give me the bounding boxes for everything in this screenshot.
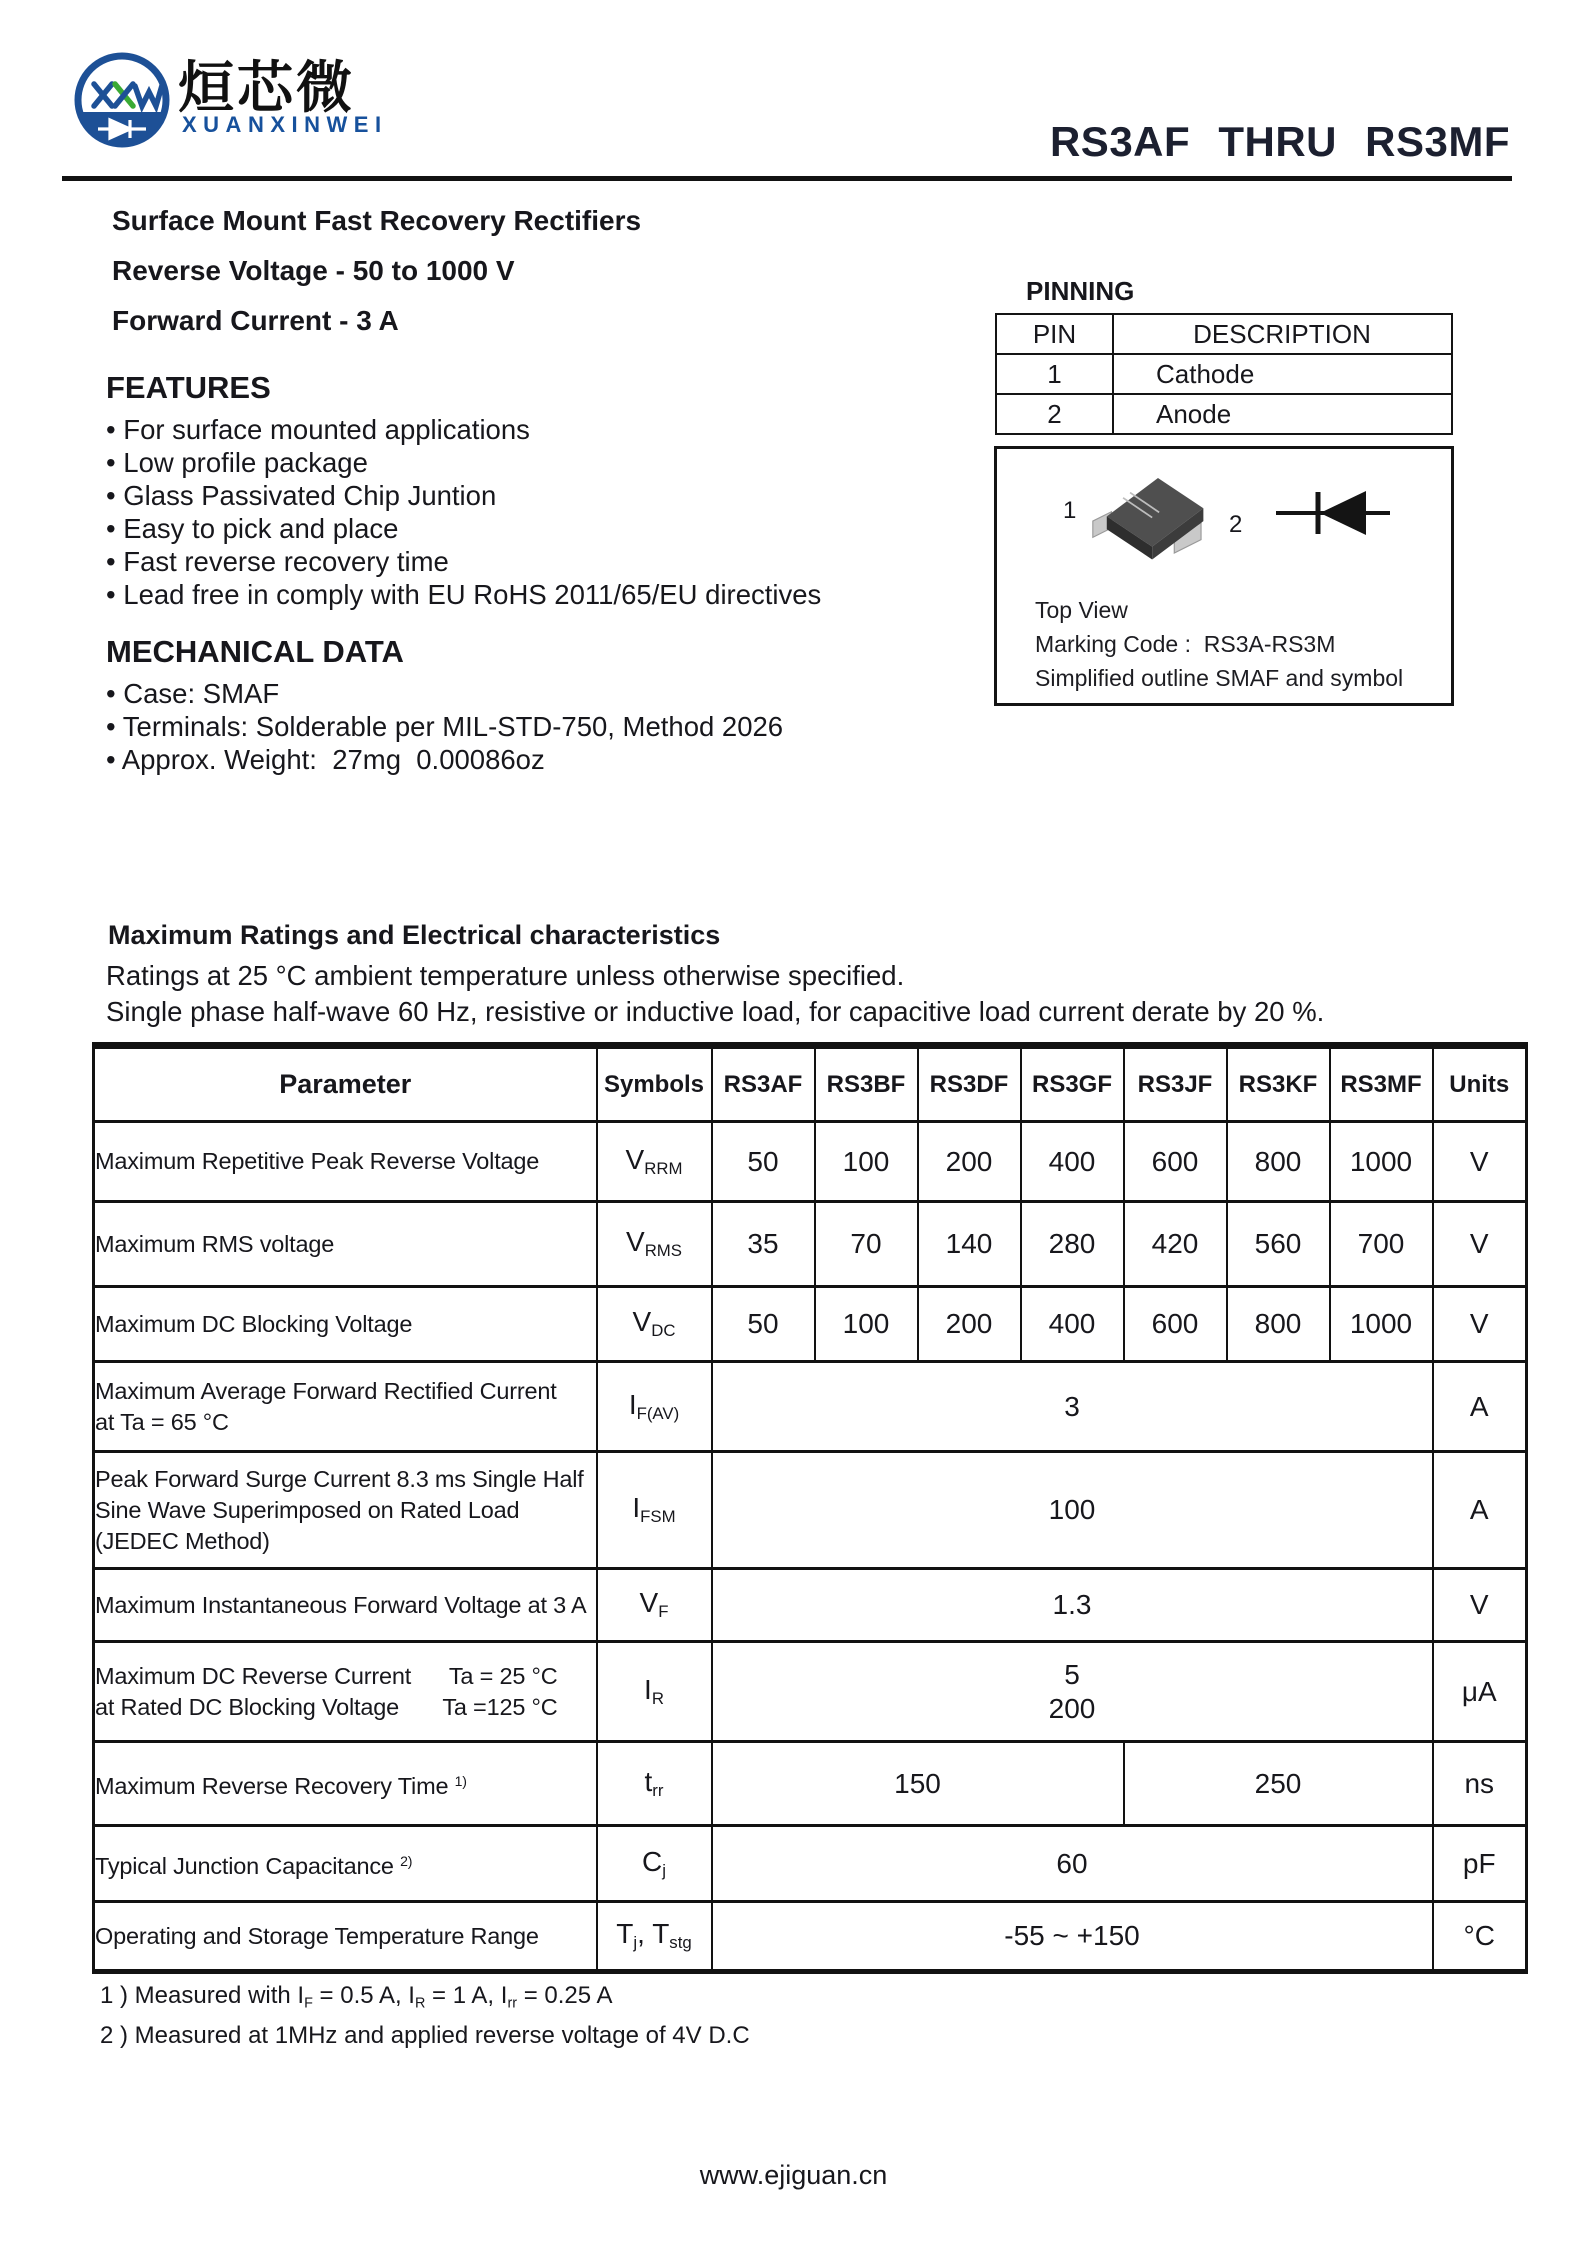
list-item: • Approx. Weight: 27mg 0.00086oz [106,743,783,776]
package-drawing-icon [1087,467,1215,567]
header-rule [62,176,1512,181]
unit-cell: A [1433,1452,1527,1569]
company-name-cn: 烜芯微 [178,56,355,119]
features-section [106,370,821,611]
table-row [94,1742,1527,1826]
value-cell: 420 [1124,1202,1227,1287]
parameter-cell: Maximum Repetitive Peak Reverse Voltage [94,1122,597,1202]
mechanical-title: MECHANICAL DATA [106,634,404,669]
value-cell: 100 [712,1452,1433,1569]
value-cell: 1000 [1330,1122,1433,1202]
value-cell: 700 [1330,1202,1433,1287]
intro-line-forward-current: Forward Current - 3 A [112,305,399,336]
intro-line-reverse-voltage: Reverse Voltage - 50 to 1000 V [112,255,515,286]
value-cell: 50 [712,1287,815,1362]
list-item: • For surface mounted applications [106,413,821,446]
parameter-cell: Maximum DC Blocking Voltage [94,1287,597,1362]
features-list [106,413,821,611]
ratings-note-2: Single phase half-wave 60 Hz, resistive or inductive load, for capacitive load current derate by 20 %. [106,996,1325,1027]
package-outline-box [994,446,1454,706]
mechanical-section [106,634,783,776]
value-cell: 800 [1227,1287,1330,1362]
mechanical-list [106,677,783,776]
symbol-cell: VRRM [597,1122,712,1202]
value-cell: 60 [712,1826,1433,1902]
table-header-cell: RS3MF [1330,1046,1433,1122]
table-header-cell: Symbols [597,1046,712,1122]
unit-cell: V [1433,1122,1527,1202]
table-row [94,1287,1527,1362]
ratings-note-1: Ratings at 25 °C ambient temperature unless otherwise specified. [106,960,905,991]
parameter-cell: Maximum Reverse Recovery Time $^{1)}$ [94,1742,597,1826]
symbol-cell: VF [597,1569,712,1642]
part-number-title: RS3AF THRU RS3MF [1049,118,1510,165]
table-header-cell: Parameter [94,1046,597,1122]
pin-cell: 1 [996,354,1113,394]
table-row [94,1569,1527,1642]
table-row [94,1642,1527,1742]
parameter-cell: Maximum RMS voltage [94,1202,597,1287]
table-header-cell: RS3BF [815,1046,918,1122]
table-row [94,1826,1527,1902]
value-cell: 35 [712,1202,815,1287]
value-cell: 600 [1124,1122,1227,1202]
pinning-row [996,394,1452,434]
table-row [94,1902,1527,1972]
table-row [94,1122,1527,1202]
company-name-en: XUANXINWEI [182,112,388,137]
symbol-cell: IF(AV) [597,1362,712,1452]
table-row [94,1202,1527,1287]
features-title: FEATURES [106,370,271,405]
pin-cell: 2 [996,394,1113,434]
value-cell: 560 [1227,1202,1330,1287]
description-cell: Anode [1113,394,1452,434]
value-cell: 100 [815,1122,918,1202]
list-item: • Glass Passivated Chip Juntion [106,479,821,512]
description-header-cell: DESCRIPTION [1113,314,1452,354]
unit-cell: pF [1433,1826,1527,1902]
pinning-header-row [996,314,1452,354]
table-header-cell: RS3KF [1227,1046,1330,1122]
top-view-label: Top View [1035,597,1128,623]
symbol-cell: VRMS [597,1202,712,1287]
value-cell: 140 [918,1202,1021,1287]
pin1-label: 1 [1063,497,1077,524]
unit-cell: V [1433,1569,1527,1642]
value-cell: 280 [1021,1202,1124,1287]
description-cell: Cathode [1113,354,1452,394]
pinning-row [996,354,1452,394]
pin2-label: 2 [1229,511,1243,538]
parameter-cell: Maximum Instantaneous Forward Voltage at 3 A [94,1569,597,1642]
table-header-cell: RS3AF [712,1046,815,1122]
company-logo-icon [72,48,172,152]
value-cell: 600 [1124,1287,1227,1362]
list-item: • Terminals: Solderable per MIL-STD-750, Method 2026 [106,710,783,743]
list-item: • Lead free in comply with EU RoHS 2011/65/EU directives [106,578,821,611]
value-cell: 200 [918,1287,1021,1362]
value-cell: 70 [815,1202,918,1287]
value-cell: 1000 [1330,1287,1433,1362]
table-header-cell: RS3GF [1021,1046,1124,1122]
table-row [94,1452,1527,1569]
symbol-cell: Tj, Tstg [597,1902,712,1972]
value-cell: 200 [918,1122,1021,1202]
parameter-cell: Operating and Storage Temperature Range [94,1902,597,1972]
value-cell: 150 [712,1742,1124,1826]
value-cell: 100 [815,1287,918,1362]
value-cell: 400 [1021,1122,1124,1202]
pinning-title: PINNING [1026,276,1135,306]
list-item: • Case: SMAF [106,677,783,710]
unit-cell: V [1433,1287,1527,1362]
marking-code-label: Marking Code : RS3A-RS3M [1035,631,1336,657]
symbol-cell: trr [597,1742,712,1826]
pin-header-cell: PIN [996,314,1113,354]
footnote-1: 1 ) Measured with IF = 0.5 A, IR = 1 A, Irr = 0.25 A [100,1982,613,2012]
unit-cell: A [1433,1362,1527,1452]
unit-cell: V [1433,1202,1527,1287]
value-cell: 5 200 [712,1642,1433,1742]
table-header-cell: RS3DF [918,1046,1021,1122]
intro-block [112,206,641,356]
parameter-cell: Maximum DC Reverse Current Ta = 25 °C at Rated DC Blocking Voltage Ta =125 °C [94,1642,597,1742]
symbol-cell: Cj [597,1826,712,1902]
ratings-table [92,1042,1528,1974]
value-cell: 800 [1227,1122,1330,1202]
unit-cell: °C [1433,1902,1527,1972]
table-header-cell: Units [1433,1046,1527,1122]
unit-cell: ns [1433,1742,1527,1826]
value-cell: -55 ~ +150 [712,1902,1433,1972]
table-header-cell: RS3JF [1124,1046,1227,1122]
parameter-cell: Maximum Average Forward Rectified Current at Ta = 65 °C [94,1362,597,1452]
unit-cell: μA [1433,1642,1527,1742]
table-row [94,1362,1527,1452]
value-cell: 400 [1021,1287,1124,1362]
list-item: • Fast reverse recovery time [106,545,821,578]
value-cell: 1.3 [712,1569,1433,1642]
diode-symbol-icon [1274,489,1392,537]
intro-line-type: Surface Mount Fast Recovery Rectifiers [112,205,642,236]
parameter-cell: Peak Forward Surge Current 8.3 ms Single Half Sine Wave Superimposed on Rated Load (JEDEC Method) [94,1452,597,1569]
pinning-table [995,313,1453,435]
ratings-title: Maximum Ratings and Electrical characteristics [108,920,721,950]
parameter-cell: Typical Junction Capacitance $^{2)}$ [94,1826,597,1902]
value-cell: 250 [1124,1742,1433,1826]
symbol-cell: VDC [597,1287,712,1362]
value-cell: 50 [712,1122,815,1202]
symbol-cell: IFSM [597,1452,712,1569]
list-item: • Low profile package [106,446,821,479]
outline-caption: Simplified outline SMAF and symbol [1035,665,1404,691]
value-cell: 3 [712,1362,1433,1452]
list-item: • Easy to pick and place [106,512,821,545]
symbol-cell: IR [597,1642,712,1742]
footnote-2: 2 ) Measured at 1MHz and applied reverse voltage of 4V D.C [100,2022,750,2049]
footer-url: www.ejiguan.cn [699,2160,888,2190]
